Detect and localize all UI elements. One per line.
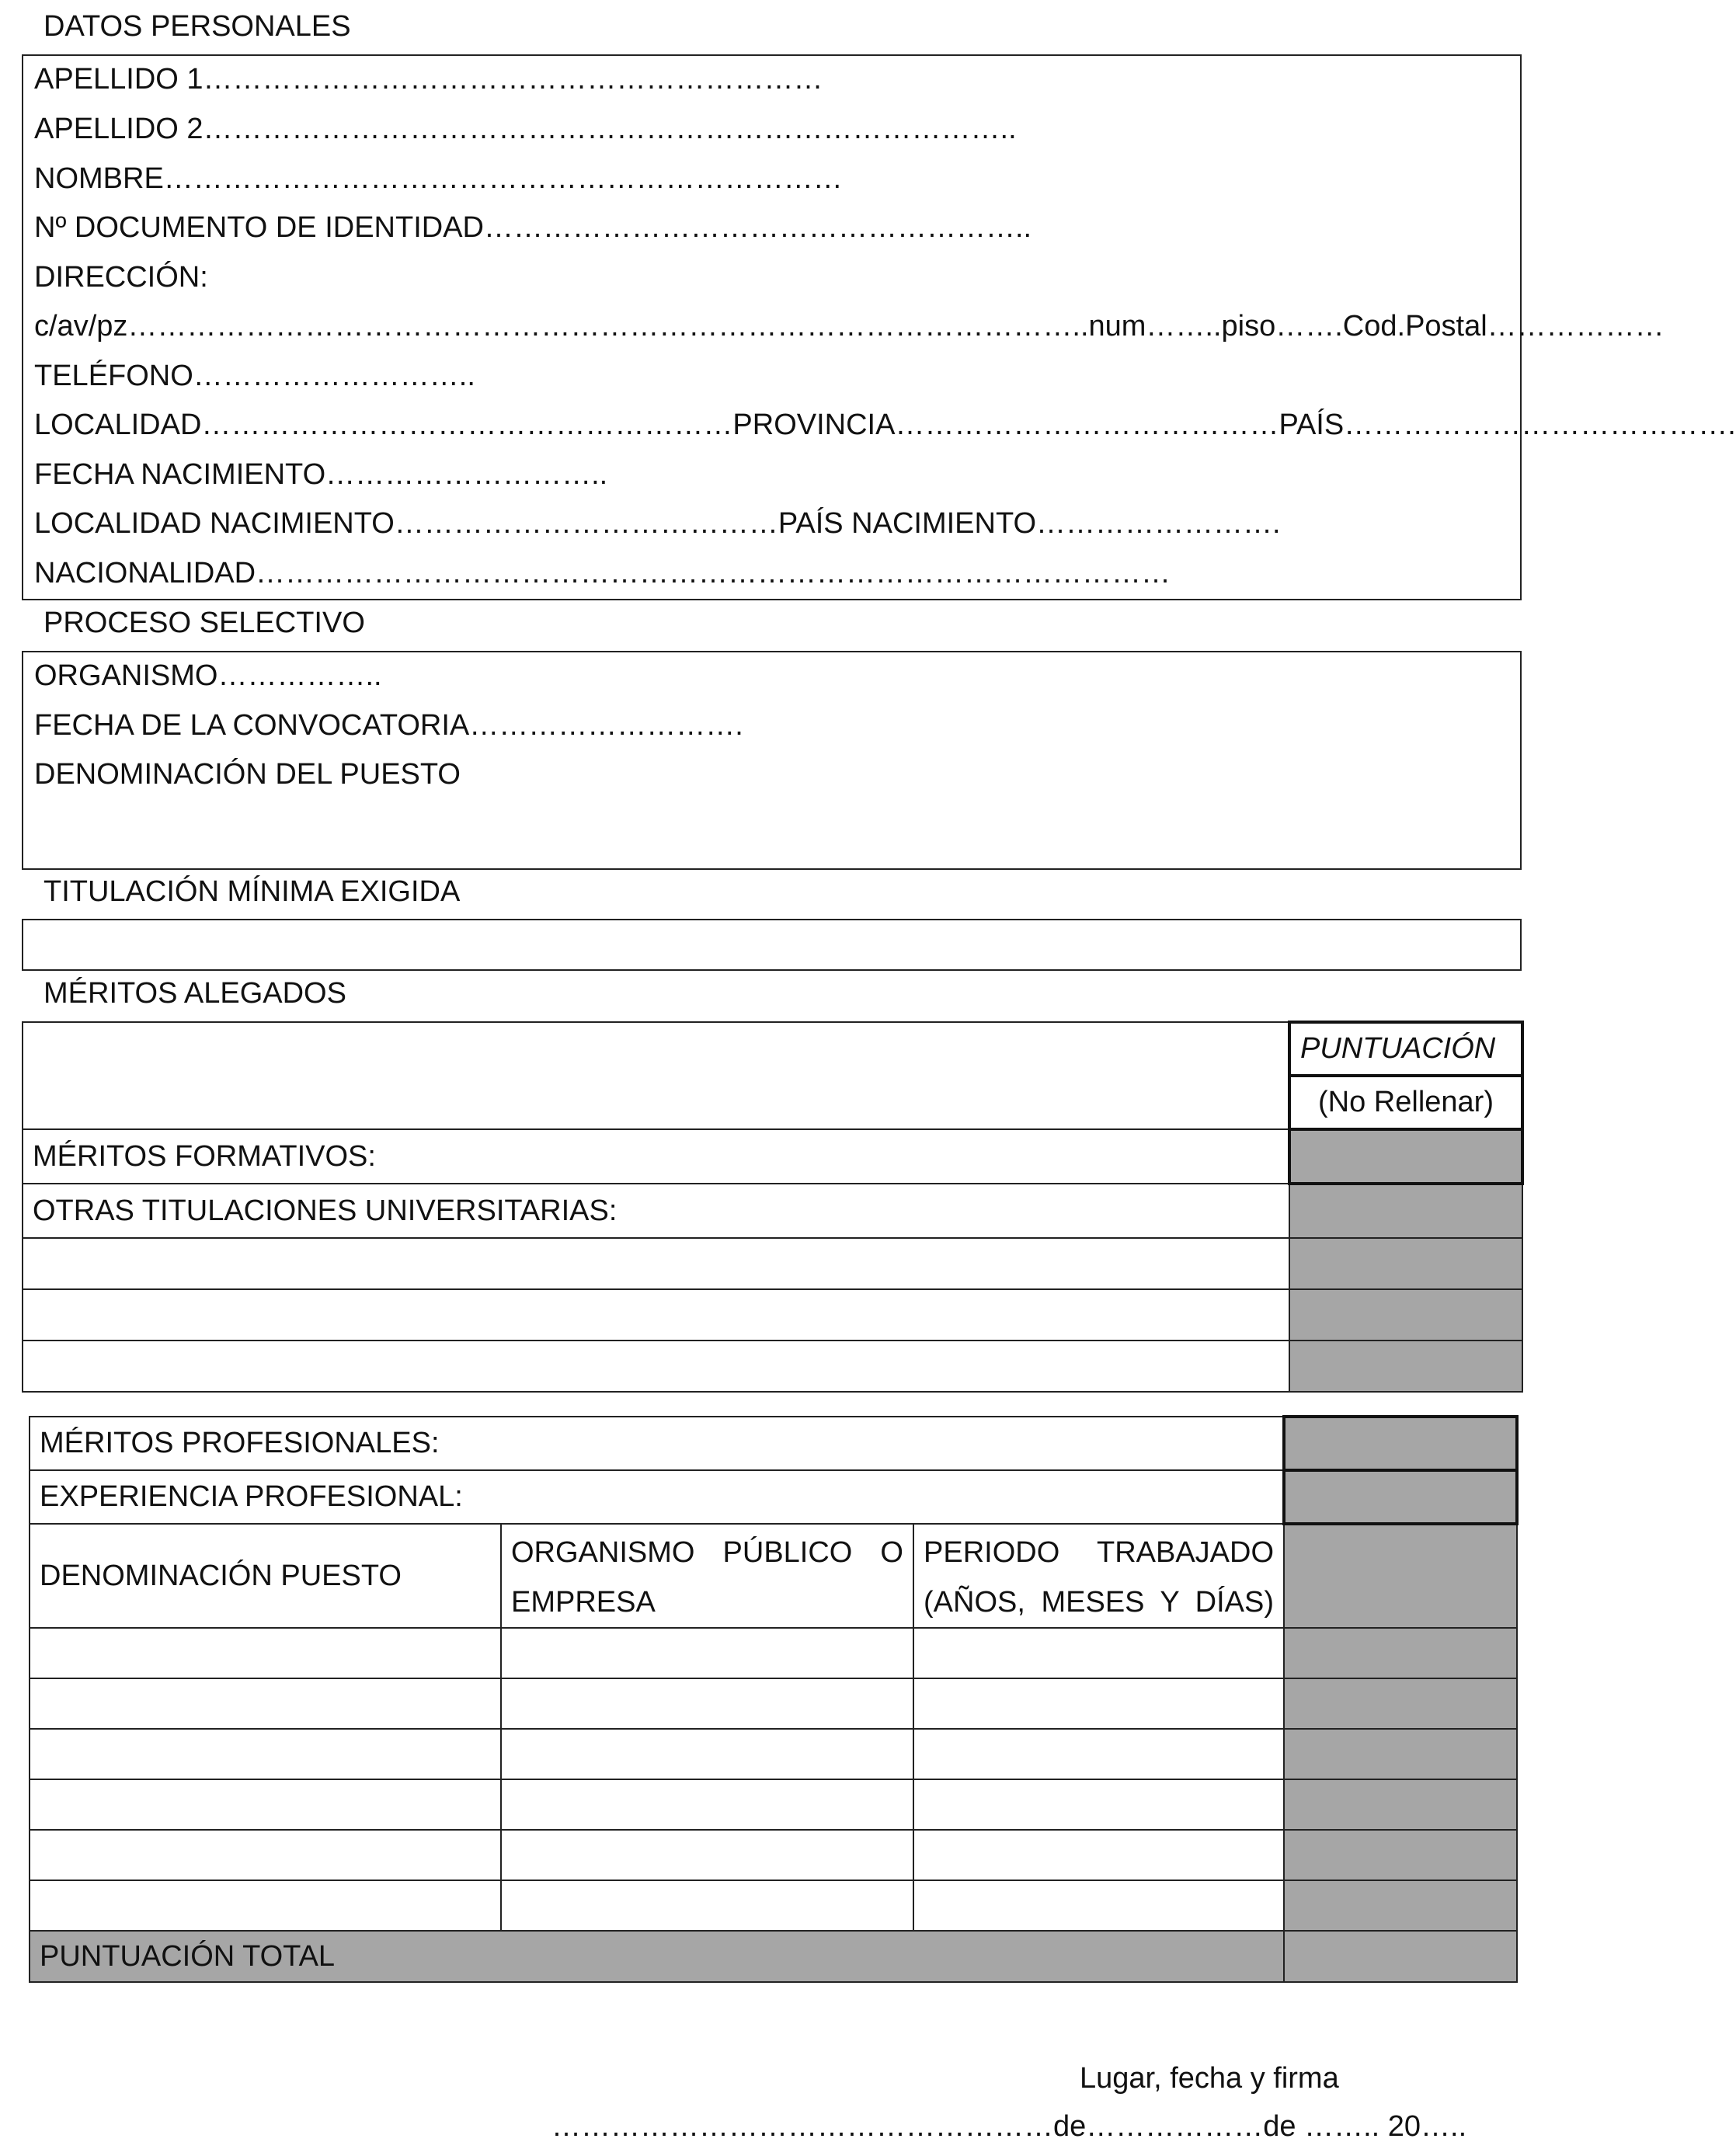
score-cell [1284, 1830, 1517, 1880]
col-header-periodo: PERIODO TRABAJADO (AÑOS, MESES Y DÍAS) [913, 1524, 1284, 1628]
direccion-label: DIRECCIÓN: [34, 261, 208, 294]
firma-label: Lugar, fecha y firma [1080, 2062, 1339, 2095]
table-row-periodo[interactable] [913, 1729, 1284, 1779]
col-header-organismo: ORGANISMO PÚBLICO O EMPRESA [501, 1524, 913, 1628]
titulacion-entry-row[interactable] [23, 1289, 1289, 1341]
process-section-title: PROCESO SELECTIVO [43, 607, 365, 639]
otras-titulaciones-label: OTRAS TITULACIONES UNIVERSITARIAS: [23, 1184, 1289, 1238]
apellido2-field[interactable]: APELLIDO 2……………………………………………………………………….. [34, 113, 1017, 145]
score-cell [1284, 1524, 1517, 1628]
table-row-organismo[interactable] [501, 1779, 913, 1830]
table-row-puesto[interactable] [30, 1830, 501, 1880]
meritos-header-blank [23, 1022, 1289, 1129]
table-row-periodo[interactable] [913, 1678, 1284, 1729]
puntuacion-header: PUNTUACIÓN [1289, 1022, 1522, 1076]
documento-field[interactable]: Nº DOCUMENTO DE IDENTIDAD……………………………………………….. [34, 211, 1032, 244]
score-cell [1289, 1238, 1522, 1289]
table-row-periodo[interactable] [913, 1628, 1284, 1678]
nacionalidad-field[interactable]: NACIONALIDAD………………………………………………………………………………… [34, 557, 1171, 589]
table-row-puesto[interactable] [30, 1880, 501, 1931]
titulacion-entry-row[interactable] [23, 1341, 1289, 1392]
table-row-puesto[interactable] [30, 1729, 501, 1779]
table-row-organismo[interactable] [501, 1678, 913, 1729]
score-cell [1284, 1729, 1517, 1779]
puntuacion-total-label: PUNTUACIÓN TOTAL [30, 1931, 1284, 1982]
score-cell [1289, 1341, 1522, 1392]
table-row-periodo[interactable] [913, 1880, 1284, 1931]
denominacion-puesto-field[interactable]: DENOMINACIÓN DEL PUESTO [34, 758, 461, 791]
titulacion-entry-row[interactable] [23, 1238, 1289, 1289]
table-row-periodo[interactable] [913, 1830, 1284, 1880]
localidad-field[interactable]: LOCALIDAD………………………………………………PROVINCIA…………………………………PAÍS…………………………………. [34, 409, 1736, 441]
personal-data-box [22, 54, 1736, 600]
titulacion-section-title: TITULACIÓN MÍNIMA EXIGIDA [43, 875, 461, 908]
personal-section-title: DATOS PERSONALES [43, 10, 351, 43]
table-row-puesto[interactable] [30, 1779, 501, 1830]
score-cell [1284, 1880, 1517, 1931]
score-cell [1284, 1678, 1517, 1729]
meritos-profesionales-table [29, 1415, 1519, 1983]
meritos-section-title: MÉRITOS ALEGADOS [43, 977, 346, 1010]
table-row-puesto[interactable] [30, 1628, 501, 1678]
table-row-organismo[interactable] [501, 1628, 913, 1678]
process-box [22, 651, 1522, 870]
organismo-field[interactable]: ORGANISMO…………….. [34, 659, 382, 692]
score-cell [1284, 1470, 1517, 1524]
meritos-formativos-label: MÉRITOS FORMATIVOS: [23, 1129, 1289, 1184]
experiencia-profesional-label: EXPERIENCIA PROFESIONAL: [30, 1470, 1284, 1524]
meritos-formativos-table [22, 1021, 1524, 1393]
table-row-puesto[interactable] [30, 1678, 501, 1729]
no-rellenar-note: (No Rellenar) [1289, 1076, 1522, 1129]
score-cell [1284, 1779, 1517, 1830]
score-cell [1289, 1289, 1522, 1341]
titulacion-input-box[interactable] [22, 919, 1522, 971]
score-cell [1284, 1417, 1517, 1470]
fecha-convocatoria-field[interactable]: FECHA DE LA CONVOCATORIA………………………. [34, 709, 743, 742]
apellido1-field[interactable]: APELLIDO 1……………………………………………………… [34, 63, 823, 96]
firma-date-line[interactable]: ……………………………………………de………………de …….. 20….. [551, 2110, 1467, 2143]
score-cell [1289, 1184, 1522, 1238]
nombre-field[interactable]: NOMBRE…………………………………………………………… [34, 162, 843, 195]
address-field[interactable]: c/av/pz……………………………………………………………………………………..num……..piso…….Cod.Postal……………… [34, 310, 1665, 343]
table-row-organismo[interactable] [501, 1729, 913, 1779]
localidad-nacimiento-field[interactable]: LOCALIDAD NACIMIENTO…………………………………PAÍS NACIMIENTO……………………. [34, 507, 1281, 540]
col-header-puesto: DENOMINACIÓN PUESTO [30, 1524, 501, 1628]
score-cell [1289, 1129, 1522, 1184]
fecha-nacimiento-field[interactable]: FECHA NACIMIENTO……………………….. [34, 458, 608, 491]
table-row-periodo[interactable] [913, 1779, 1284, 1830]
table-row-organismo[interactable] [501, 1880, 913, 1931]
telefono-field[interactable]: TELÉFONO……………………….. [34, 360, 475, 392]
total-score-cell [1284, 1931, 1517, 1982]
score-cell [1284, 1628, 1517, 1678]
table-row-organismo[interactable] [501, 1830, 913, 1880]
meritos-profesionales-label: MÉRITOS PROFESIONALES: [30, 1417, 1284, 1470]
